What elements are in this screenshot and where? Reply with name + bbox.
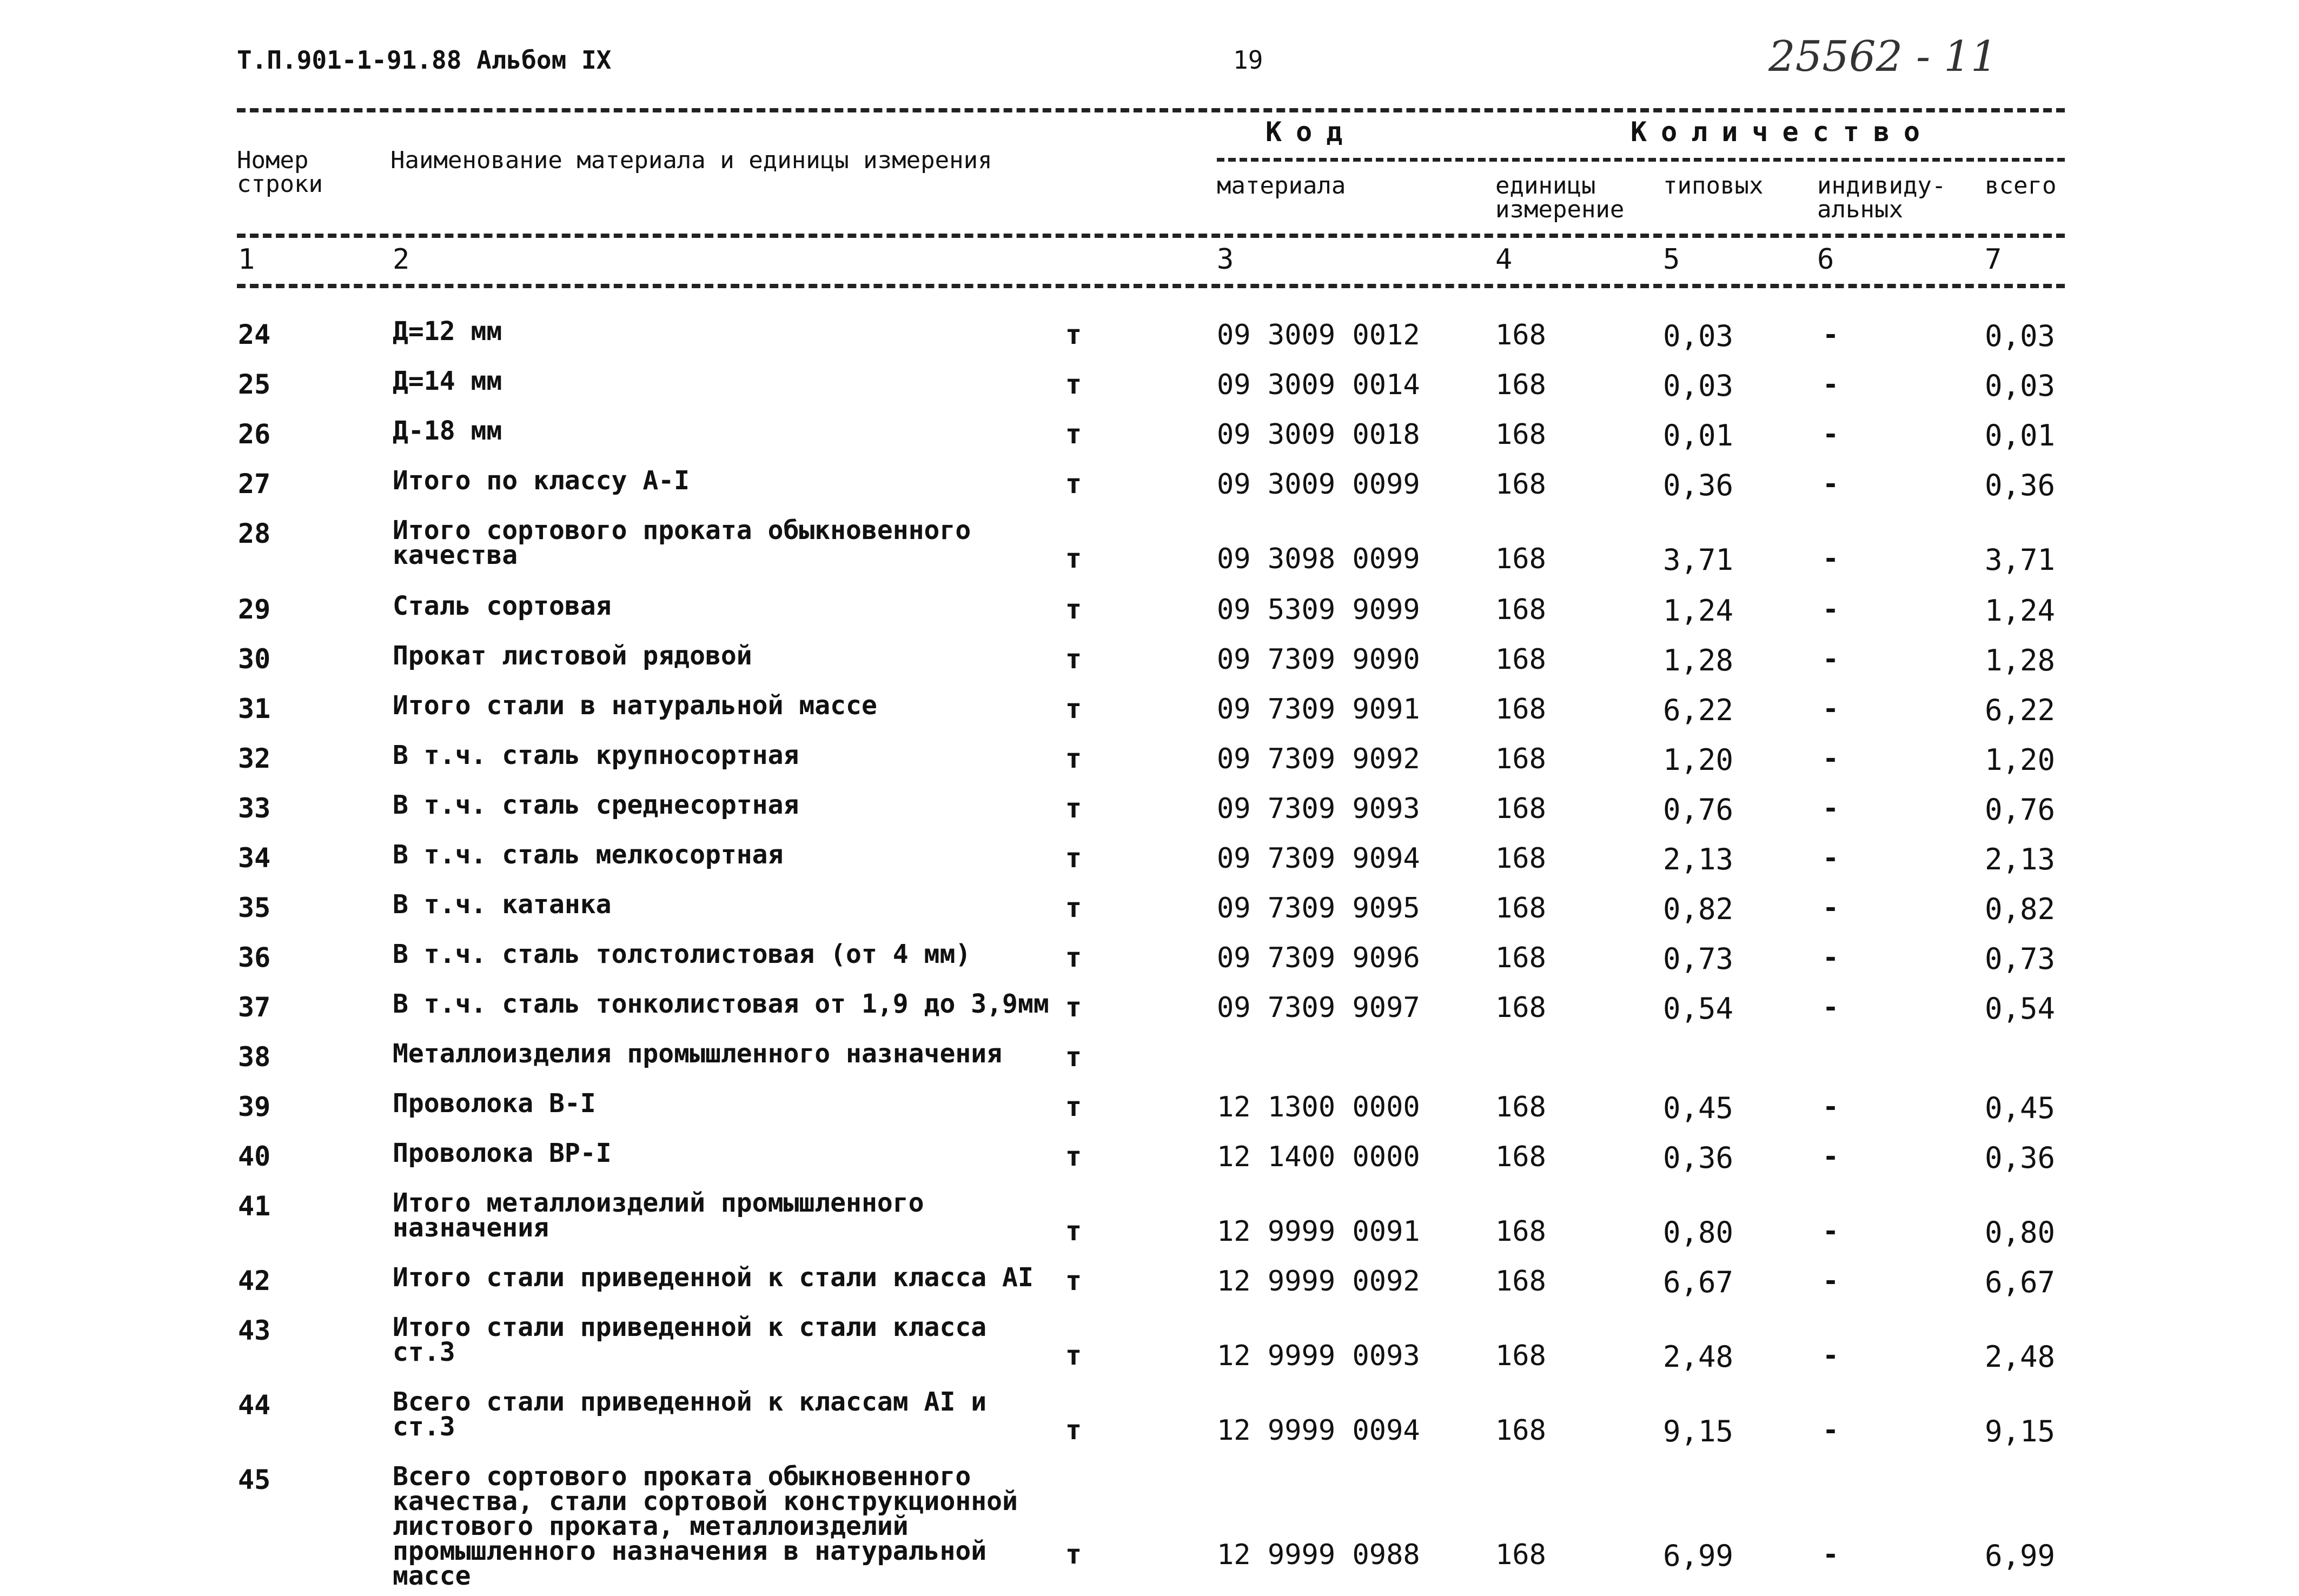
unit: т: [1065, 1340, 1082, 1371]
unit-code: 168: [1495, 418, 1546, 451]
material-name: Проволока В-I: [393, 1088, 596, 1119]
code-group-rule: [1217, 158, 2065, 162]
column-number-4: 4: [1495, 243, 1513, 276]
typical-qty: 0,80: [1663, 1215, 1734, 1249]
individual-qty: -: [1823, 594, 1839, 625]
individual-qty: -: [1823, 1215, 1839, 1247]
material-code: 09 3009 0018: [1217, 418, 1420, 451]
material-name: В т.ч. сталь толстолистовая (от 4 мм): [393, 939, 971, 969]
total-qty: 0,36: [1985, 1141, 2056, 1175]
total-qty: 6,22: [1985, 693, 2056, 727]
total-qty: 1,20: [1985, 743, 2056, 777]
unit: т: [1065, 942, 1082, 973]
row-number: 44: [238, 1389, 271, 1421]
typical-qty: 6,99: [1663, 1539, 1734, 1573]
header-material-name: Наименование материала и единицы измерения: [390, 147, 992, 174]
material-name: Итого металлоизделий промышленного назначения: [393, 1188, 924, 1243]
unit-code: 168: [1495, 1215, 1546, 1248]
typical-qty: 6,22: [1663, 693, 1734, 727]
material-code: 09 3009 0099: [1217, 468, 1420, 501]
typical-qty: 0,54: [1663, 992, 1734, 1026]
typical-qty: 3,71: [1663, 543, 1734, 577]
individual-qty: -: [1823, 643, 1839, 675]
material-name: Всего стали приведенной к классам АI и ст.3: [393, 1387, 987, 1442]
individual-qty: -: [1823, 992, 1839, 1023]
row-number: 25: [238, 369, 271, 400]
unit-code: 168: [1495, 643, 1546, 676]
typical-qty: 0,03: [1663, 319, 1734, 353]
unit: т: [1065, 594, 1082, 625]
individual-qty: -: [1823, 418, 1839, 450]
material-name: Итого стали в натуральной массе: [393, 690, 877, 721]
material-name: Д=14 мм: [393, 366, 502, 396]
individual-qty: -: [1823, 1265, 1839, 1296]
total-qty: 2,48: [1985, 1340, 2056, 1374]
row-number: 30: [238, 643, 271, 675]
typical-qty: 9,15: [1663, 1414, 1734, 1448]
total-qty: 0,54: [1985, 992, 2056, 1026]
row-number: 34: [238, 842, 271, 874]
individual-qty: -: [1823, 468, 1839, 500]
typical-qty: 0,45: [1663, 1091, 1734, 1125]
column-number-7: 7: [1985, 243, 2002, 276]
individual-qty: -: [1823, 942, 1839, 973]
material-code: 09 7309 9096: [1217, 942, 1420, 974]
material-code: 12 9999 0988: [1217, 1539, 1420, 1571]
typical-qty: 0,03: [1663, 369, 1734, 403]
total-qty: 1,24: [1985, 594, 2056, 628]
material-code: 09 7309 9090: [1217, 643, 1420, 676]
row-number: 38: [238, 1041, 271, 1073]
row-number: 26: [238, 418, 271, 450]
unit: т: [1065, 842, 1082, 874]
row-number: 36: [238, 942, 271, 973]
unit: т: [1065, 1091, 1082, 1122]
row-number: 27: [238, 468, 271, 500]
typical-qty: 0,73: [1663, 942, 1734, 976]
material-code: 09 7309 9095: [1217, 892, 1420, 925]
material-name: В т.ч. сталь крупносортная: [393, 740, 799, 770]
total-qty: 6,99: [1985, 1539, 2056, 1573]
unit-code: 168: [1495, 1539, 1546, 1571]
header-total: всего: [1985, 172, 2057, 200]
material-code: 09 7309 9092: [1217, 743, 1420, 775]
unit: т: [1065, 693, 1082, 724]
unit-code: 168: [1495, 992, 1546, 1024]
column-numbers-rule: [237, 284, 2065, 288]
individual-qty: -: [1823, 1340, 1839, 1371]
material-code: 09 7309 9094: [1217, 842, 1420, 875]
row-number: 32: [238, 743, 271, 774]
typical-qty: 0,82: [1663, 892, 1734, 926]
unit-code: 168: [1495, 543, 1546, 575]
header-unit-code: единицы измерение: [1495, 172, 1625, 223]
unit-code: 168: [1495, 594, 1546, 626]
material-name: Сталь сортовая: [393, 591, 612, 621]
total-qty: 0,73: [1985, 942, 2056, 976]
total-qty: 0,03: [1985, 319, 2056, 353]
row-number: 42: [238, 1265, 271, 1296]
unit: т: [1065, 1041, 1082, 1073]
unit-code: 168: [1495, 1414, 1546, 1447]
material-name: Итого сортового проката обыкновенного качества: [393, 515, 971, 570]
material-code: 12 1400 0000: [1217, 1141, 1420, 1173]
header-quantity-group: Количество: [1631, 116, 1934, 148]
typical-qty: 0,36: [1663, 468, 1734, 502]
individual-qty: -: [1823, 1414, 1839, 1446]
column-number-5: 5: [1663, 243, 1680, 276]
material-name: Прокат листовой рядовой: [393, 641, 752, 671]
material-code: 09 3098 0099: [1217, 543, 1420, 575]
unit-code: 168: [1495, 369, 1546, 401]
unit: т: [1065, 1414, 1082, 1446]
individual-qty: -: [1823, 842, 1839, 874]
individual-qty: -: [1823, 319, 1839, 350]
header-row-number: Номер строки: [237, 147, 323, 198]
typical-qty: 0,76: [1663, 793, 1734, 827]
sheet-number: 19: [1233, 45, 1263, 75]
row-number: 31: [238, 693, 271, 724]
header-material-code: материала: [1217, 172, 1346, 200]
unit: т: [1065, 418, 1082, 450]
total-qty: 0,01: [1985, 418, 2056, 453]
row-number: 45: [238, 1464, 271, 1495]
typical-qty: 0,36: [1663, 1141, 1734, 1175]
material-name: Металлоизделия промышленного назначения: [393, 1039, 1003, 1069]
unit-code: 168: [1495, 693, 1546, 726]
individual-qty: -: [1823, 743, 1839, 774]
material-code: 09 7309 9091: [1217, 693, 1420, 726]
unit: т: [1065, 1539, 1082, 1570]
unit-code: 168: [1495, 1340, 1546, 1372]
material-name: В т.ч. сталь мелкосортная: [393, 840, 784, 870]
material-code: 12 9999 0092: [1217, 1265, 1420, 1298]
row-number: 39: [238, 1091, 271, 1122]
typical-qty: 1,28: [1663, 643, 1734, 677]
typical-qty: 0,01: [1663, 418, 1734, 453]
unit-code: 168: [1495, 743, 1546, 775]
unit-code: 168: [1495, 942, 1546, 974]
unit-code: 168: [1495, 892, 1546, 925]
total-qty: 1,28: [1985, 643, 2056, 677]
column-number-3: 3: [1217, 243, 1234, 276]
unit: т: [1065, 892, 1082, 923]
unit-code: 168: [1495, 1091, 1546, 1123]
unit: т: [1065, 468, 1082, 500]
material-code: 09 7309 9093: [1217, 793, 1420, 825]
total-qty: 0,03: [1985, 369, 2056, 403]
material-name: Д-18 мм: [393, 416, 502, 446]
typical-qty: 1,24: [1663, 594, 1734, 628]
unit: т: [1065, 992, 1082, 1023]
typical-qty: 2,13: [1663, 842, 1734, 876]
row-number: 24: [238, 319, 271, 350]
column-number-2: 2: [393, 243, 410, 276]
individual-qty: -: [1823, 543, 1839, 574]
total-qty: 0,45: [1985, 1091, 2056, 1125]
material-code: 09 3009 0012: [1217, 319, 1420, 351]
unit: т: [1065, 643, 1082, 675]
row-number: 35: [238, 892, 271, 923]
row-number: 40: [238, 1141, 271, 1172]
total-qty: 0,80: [1985, 1215, 2056, 1249]
total-qty: 6,67: [1985, 1265, 2056, 1299]
individual-qty: -: [1823, 793, 1839, 824]
material-code: 12 9999 0093: [1217, 1340, 1420, 1372]
typical-qty: 2,48: [1663, 1340, 1734, 1374]
unit: т: [1065, 543, 1082, 574]
table-top-rule: [237, 108, 2065, 112]
unit-code: 168: [1495, 1141, 1546, 1173]
material-name: В т.ч. катанка: [393, 889, 612, 920]
material-name: В т.ч. сталь тонколистовая от 1,9 до 3,9мм: [393, 989, 1049, 1019]
unit: т: [1065, 1141, 1082, 1172]
unit-code: 168: [1495, 319, 1546, 351]
total-qty: 0,76: [1985, 793, 2056, 827]
row-number: 37: [238, 992, 271, 1023]
total-qty: 3,71: [1985, 543, 2056, 577]
header-code-group: Код: [1266, 116, 1357, 148]
column-number-1: 1: [238, 243, 255, 276]
header-typical: типовых: [1663, 172, 1764, 200]
individual-qty: -: [1823, 1539, 1839, 1570]
material-code: 09 5309 9099: [1217, 594, 1420, 626]
total-qty: 9,15: [1985, 1414, 2056, 1448]
column-number-6: 6: [1817, 243, 1834, 276]
individual-qty: -: [1823, 1141, 1839, 1172]
material-name: Итого стали приведенной к стали класса АI: [393, 1262, 1033, 1293]
header-individual: индивиду- альных: [1817, 172, 1946, 223]
unit: т: [1065, 369, 1082, 400]
material-code: 09 3009 0014: [1217, 369, 1420, 401]
header-bottom-rule: [237, 234, 2065, 238]
material-name: Итого стали приведенной к стали класса ст.3: [393, 1312, 987, 1367]
individual-qty: -: [1823, 369, 1839, 400]
document-reference: Т.П.901-1-91.88 Альбом IX: [237, 45, 612, 75]
unit: т: [1065, 793, 1082, 824]
unit-code: 168: [1495, 793, 1546, 825]
individual-qty: -: [1823, 892, 1839, 923]
typical-qty: 6,67: [1663, 1265, 1734, 1299]
unit: т: [1065, 743, 1082, 774]
total-qty: 0,36: [1985, 468, 2056, 502]
unit-code: 168: [1495, 1265, 1546, 1298]
row-number: 41: [238, 1191, 271, 1222]
inventory-number: 25562 - 11: [1768, 32, 1998, 81]
row-number: 28: [238, 518, 271, 549]
total-qty: 0,82: [1985, 892, 2056, 926]
total-qty: 2,13: [1985, 842, 2056, 876]
unit: т: [1065, 1265, 1082, 1296]
material-code: 12 1300 0000: [1217, 1091, 1420, 1123]
unit-code: 168: [1495, 468, 1546, 501]
material-name: Итого по классу А-I: [393, 466, 690, 496]
material-code: 09 7309 9097: [1217, 992, 1420, 1024]
material-name: Всего сортового проката обыкновенного качества, стали сортовой конструкционной листового проката, металлоизделий промышленного назначения в натуральной массе: [393, 1461, 1018, 1591]
row-number: 43: [238, 1315, 271, 1346]
typical-qty: 1,20: [1663, 743, 1734, 777]
material-name: В т.ч. сталь среднесортная: [393, 790, 799, 820]
individual-qty: -: [1823, 693, 1839, 724]
unit: т: [1065, 1215, 1082, 1247]
material-code: 12 9999 0091: [1217, 1215, 1420, 1248]
unit: т: [1065, 319, 1082, 350]
row-number: 33: [238, 793, 271, 824]
unit-code: 168: [1495, 842, 1546, 875]
material-name: Проволока ВР-I: [393, 1138, 612, 1168]
material-code: 12 9999 0094: [1217, 1414, 1420, 1447]
row-number: 29: [238, 594, 271, 625]
individual-qty: -: [1823, 1091, 1839, 1122]
material-name: Д=12 мм: [393, 316, 502, 347]
